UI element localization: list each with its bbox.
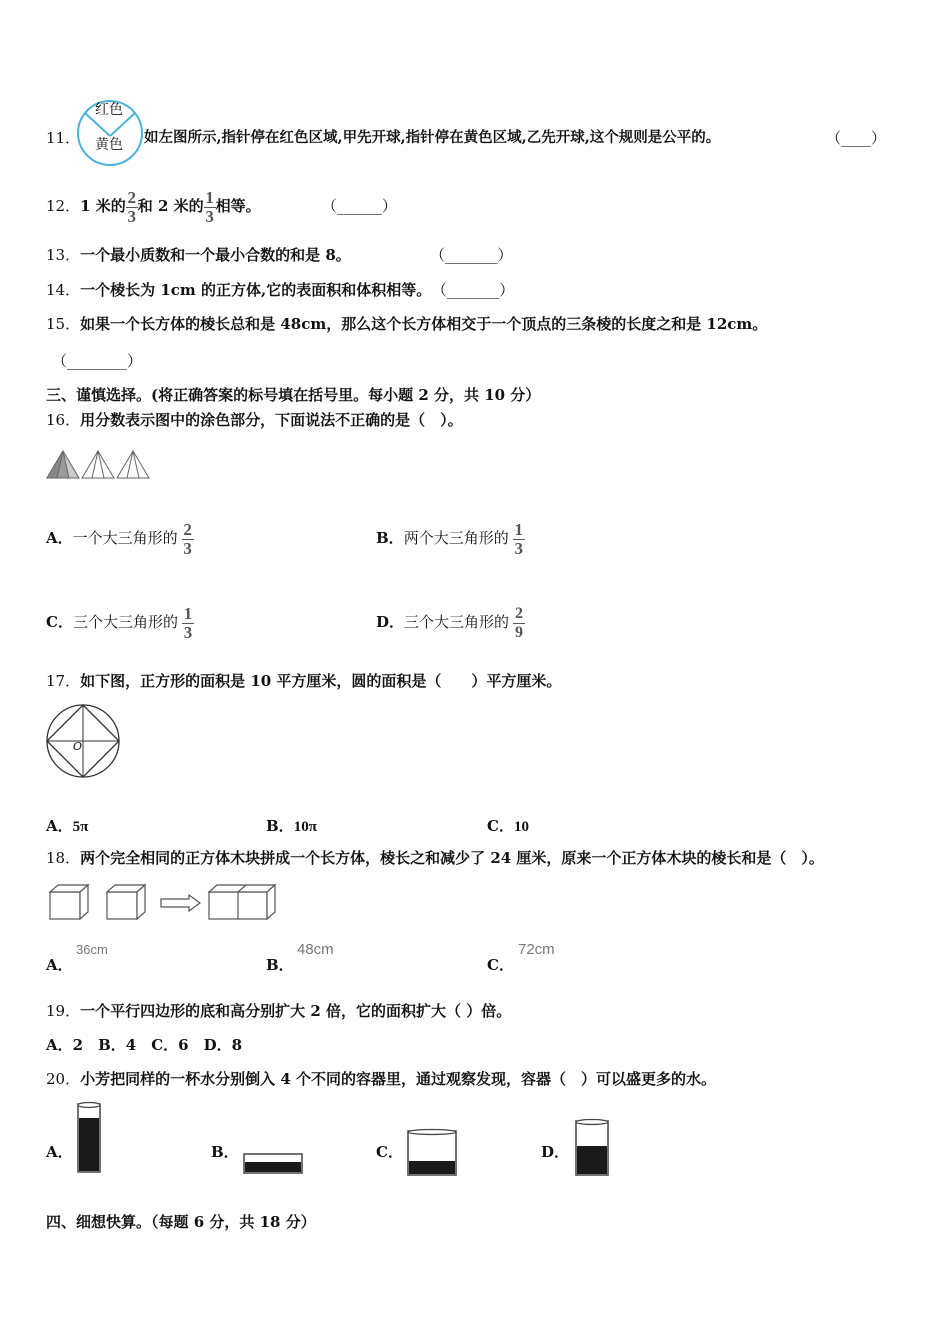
q17-circle-square-figure <box>45 704 123 780</box>
q20-option-c[interactable]: C． <box>376 1143 403 1161</box>
q13-line <box>46 245 351 265</box>
q12-part1: 1 米的 <box>80 197 126 215</box>
q12-fraction-2: $\frac{1}{3}$ <box>205 187 214 226</box>
q18-option-b-value: 48cm <box>297 941 334 958</box>
q14-number: 14． <box>46 281 81 299</box>
q16-option-b-fraction: $\frac{1}{3}$ <box>514 519 523 558</box>
q16-option-a-fraction: $\frac{2}{3}$ <box>183 519 192 558</box>
q20-container-c <box>406 1128 460 1178</box>
q17-center-label: O <box>73 740 83 753</box>
q18-option-c-value: 72cm <box>518 941 555 958</box>
q17-text: 如下图，正方形的面积是 10 平方厘米，圆的面积是（ ）平方厘米。 <box>80 672 562 690</box>
spinner-red-label: 红色 <box>95 102 123 118</box>
q16-option-d-fraction: $\frac{2}{9}$ <box>515 604 524 641</box>
q18-option-c[interactable]: C． <box>487 956 514 974</box>
q17-option-c[interactable]: C．10 <box>487 817 529 835</box>
q12-fraction-1: $\frac{2}{3}$ <box>127 187 137 226</box>
q20-container-b <box>242 1150 306 1176</box>
q18-cubes-figure <box>49 884 277 922</box>
q14-answer-blank[interactable]: （_______） <box>439 281 515 299</box>
q17-line <box>46 671 561 691</box>
q20-container-d <box>574 1118 612 1178</box>
q18-option-a-value: 36cm <box>76 942 108 957</box>
q20-option-b[interactable]: B． <box>211 1143 239 1161</box>
q18-line <box>46 848 824 868</box>
q16-option-d[interactable]: D．三个大三角形的 $\frac{2}{9}$ <box>376 604 524 641</box>
q11-text: 如左图所示,指针停在红色区域,甲先开球,指针停在黄色区域,乙先开球,这个规则是公平的。 <box>144 129 721 146</box>
q12-line <box>46 186 397 226</box>
q16-text: 用分数表示图中的涂色部分，下面说法不正确的是（ ）。 <box>80 411 463 429</box>
q12-part3: 相等。 <box>215 197 261 215</box>
q20-number: 20． <box>46 1070 81 1088</box>
q12-answer-blank[interactable]: （______） <box>321 197 397 215</box>
q17-option-a[interactable]: A．5π <box>46 817 89 835</box>
q14-line <box>46 280 514 300</box>
q19-options[interactable]: A．2 B．4 C．6 D．8 <box>46 1036 243 1054</box>
spinner-yellow-label: 黄色 <box>95 137 123 153</box>
q16-option-c-fraction: $\frac{1}{3}$ <box>183 603 193 642</box>
q13-number: 13． <box>46 246 81 264</box>
q16-line <box>46 410 463 430</box>
q18-text: 两个完全相同的正方体木块拼成一个长方体，棱长之和减少了 24 厘米，原来一个正方体木块的棱长和是（ ）。 <box>80 849 824 867</box>
section-4-title: 四、细想快算。（每题 6 分，共 18 分） <box>46 1213 316 1231</box>
q15-line <box>46 314 767 334</box>
q20-container-a <box>76 1102 104 1174</box>
q18-option-b[interactable]: B． <box>266 956 294 974</box>
q16-option-b[interactable]: B．两个大三角形的 $\frac{1}{3}$ <box>376 519 523 558</box>
section-3-title: 三、谨慎选择。(将正确答案的标号填在括号里。每小题 2 分，共 10 分） <box>46 386 541 404</box>
q15-answer-blank[interactable]: （________） <box>52 352 143 370</box>
q16-triangles-figure <box>46 450 152 480</box>
q19-line <box>46 1001 511 1021</box>
q13-answer-blank[interactable]: （_______） <box>430 246 513 264</box>
q16-option-c[interactable]: C．三个大三角形的 $\frac{1}{3}$ <box>46 603 193 642</box>
q16-number: 16． <box>46 411 81 429</box>
q12-part2: 和 2 米的 <box>137 197 204 215</box>
q20-option-a[interactable]: A． <box>46 1143 73 1161</box>
q20-line <box>46 1069 716 1089</box>
q20-option-d[interactable]: D． <box>541 1143 570 1161</box>
q17-option-b[interactable]: B．10π <box>266 817 317 835</box>
q15-number: 15． <box>46 315 81 333</box>
q18-option-a[interactable]: A． <box>46 956 73 974</box>
q20-text: 小芳把同样的一杯水分别倒入 4 个不同的容器里，通过观察发现，容器（ ）可以盛更多的水。 <box>80 1070 716 1088</box>
q18-number: 18． <box>46 849 81 867</box>
q13-text: 一个最小质数和一个最小合数的和是 8。 <box>80 246 351 264</box>
q16-option-a[interactable]: A．一个大三角形的 $\frac{2}{3}$ <box>46 519 192 558</box>
q11-answer-blank[interactable]: （____） <box>826 129 887 147</box>
q12-number: 12． <box>46 197 81 215</box>
q15-text: 如果一个长方体的棱长总和是 48cm，那么这个长方体相交于一个顶点的三条棱的长度之和是 12cm。 <box>80 315 768 333</box>
q19-number: 19． <box>46 1002 81 1020</box>
q17-number: 17． <box>46 672 81 690</box>
q11-number: 11． <box>46 129 81 147</box>
q19-text: 一个平行四边形的底和高分别扩大 2 倍，它的面积扩大（ ）倍。 <box>80 1002 512 1020</box>
q14-text: 一个棱长为 1cm 的正方体,它的表面积和体积相等。 <box>80 281 432 299</box>
